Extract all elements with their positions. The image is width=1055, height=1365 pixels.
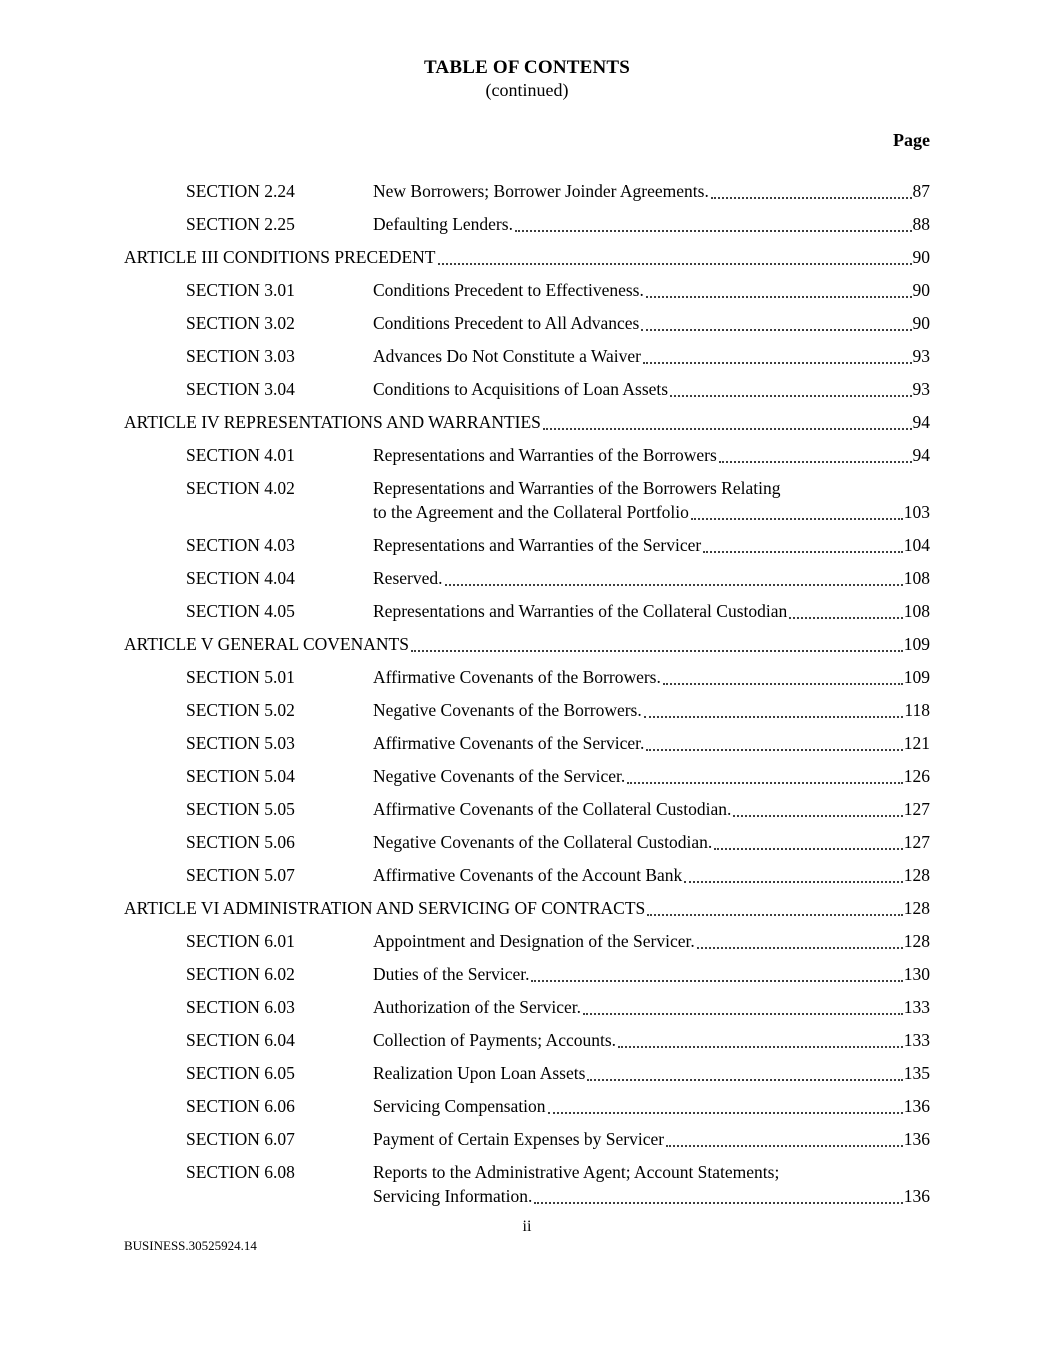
entry-title: Representations and Warranties of the Borrowers Relating — [373, 478, 781, 498]
entry-title: ARTICLE V GENERAL COVENANTS — [124, 634, 409, 654]
section-label: SECTION 3.03 — [186, 346, 295, 366]
page-number: 88 — [912, 214, 930, 234]
toc-section-entry — [124, 566, 930, 590]
dot-leader — [646, 278, 912, 298]
page-number: 135 — [903, 1063, 930, 1083]
document-header — [124, 56, 930, 101]
entry-title: Duties of the Servicer. — [373, 964, 530, 984]
entry-body — [373, 377, 930, 401]
entry-title: ARTICLE III CONDITIONS PRECEDENT — [124, 247, 436, 267]
entry-title: Collection of Payments; Accounts. — [373, 1030, 617, 1050]
dot-leader — [703, 533, 903, 553]
entry-body — [373, 764, 930, 788]
entry-title: Realization Upon Loan Assets — [373, 1063, 586, 1083]
dot-leader — [531, 962, 902, 982]
entry-body — [373, 929, 930, 953]
entry-body — [373, 212, 930, 236]
entry-title: Appointment and Designation of the Servicer. — [373, 931, 695, 951]
entry-body — [373, 665, 930, 689]
entry-title: Conditions Precedent to Effectiveness. — [373, 280, 644, 300]
entry-title: Affirmative Covenants of the Account Bank — [373, 865, 683, 885]
toc-section-entry — [124, 731, 930, 755]
toc-section-entry — [124, 929, 930, 953]
dot-leader — [789, 599, 902, 619]
entry-body — [373, 179, 930, 203]
section-label: SECTION 2.25 — [186, 214, 295, 234]
dot-leader — [534, 1184, 902, 1204]
section-label: SECTION 3.01 — [186, 280, 295, 300]
toc-section-entry — [124, 1160, 930, 1208]
entry-body — [373, 698, 930, 722]
entry-body — [373, 278, 930, 302]
section-label: SECTION 4.02 — [186, 478, 295, 498]
entry-title: ARTICLE VI ADMINISTRATION AND SERVICING OF CONTRACTS — [124, 898, 646, 918]
section-label: SECTION 6.01 — [186, 931, 295, 951]
entry-title-line2: to the Agreement and the Collateral Portfolio — [373, 502, 689, 522]
entry-title-line2: Servicing Information. — [373, 1186, 533, 1206]
entry-body — [373, 599, 930, 623]
page-number: 128 — [903, 898, 930, 918]
entry-title: Affirmative Covenants of the Servicer. — [373, 733, 645, 753]
dot-leader — [663, 665, 903, 685]
page-number: 136 — [903, 1129, 930, 1149]
section-label: SECTION 6.07 — [186, 1129, 295, 1149]
toc-section-entry — [124, 443, 930, 467]
page-subtitle: (continued) — [485, 80, 569, 100]
toc-section-entry — [124, 665, 930, 689]
dot-leader — [643, 344, 911, 364]
entry-title: Negative Covenants of the Borrowers. — [373, 700, 642, 720]
page-number: 108 — [903, 568, 930, 588]
entry-title: Representations and Warranties of the Borrowers — [373, 445, 717, 465]
page-number: 136 — [903, 1186, 930, 1206]
entry-body — [373, 995, 930, 1019]
page-number: 108 — [903, 601, 930, 621]
dot-leader — [646, 731, 902, 751]
dot-leader — [647, 896, 902, 916]
section-label: SECTION 6.02 — [186, 964, 295, 984]
page-number: 118 — [904, 700, 930, 720]
page-number: 104 — [903, 535, 930, 555]
dot-leader — [697, 929, 903, 949]
entry-body — [373, 443, 930, 467]
section-label: SECTION 5.06 — [186, 832, 295, 852]
page-number: 127 — [903, 799, 930, 819]
entry-title: Affirmative Covenants of the Collateral Custodian. — [373, 799, 732, 819]
page-number: 128 — [903, 931, 930, 951]
entry-body — [373, 476, 930, 524]
dot-leader — [691, 500, 903, 520]
page-number: 121 — [903, 733, 930, 753]
entry-body — [373, 533, 930, 557]
toc-section-entry — [124, 278, 930, 302]
entry-body — [124, 896, 930, 920]
entry-title: Payment of Certain Expenses by Servicer — [373, 1129, 665, 1149]
dot-leader — [714, 830, 903, 850]
dot-leader — [548, 1094, 903, 1114]
page-number: 133 — [903, 1030, 930, 1050]
page-number: 90 — [912, 313, 930, 333]
dot-leader — [618, 1028, 903, 1048]
entry-title: Representations and Warranties of the Servicer — [373, 535, 702, 555]
entry-body — [373, 797, 930, 821]
entry-title: New Borrowers; Borrower Joinder Agreements. — [373, 181, 709, 201]
section-label: SECTION 6.08 — [186, 1162, 295, 1182]
toc-section-entry — [124, 533, 930, 557]
section-label: SECTION 5.01 — [186, 667, 295, 687]
toc-section-entry — [124, 863, 930, 887]
page-number: 103 — [903, 502, 930, 522]
dot-leader — [438, 245, 912, 265]
page-number: 87 — [912, 181, 930, 201]
dot-leader — [644, 698, 904, 718]
entry-title: Conditions to Acquisitions of Loan Assets — [373, 379, 669, 399]
entry-body — [373, 1061, 930, 1085]
section-label: SECTION 4.05 — [186, 601, 295, 621]
entry-title: Servicing Compensation — [373, 1096, 546, 1116]
toc-section-entry — [124, 377, 930, 401]
toc-section-entry — [124, 476, 930, 524]
toc-section-entry — [124, 1028, 930, 1052]
page-number: 94 — [912, 412, 930, 432]
entry-body — [373, 830, 930, 854]
dot-leader — [684, 863, 902, 883]
dot-leader — [711, 179, 912, 199]
dot-leader — [587, 1061, 902, 1081]
entry-title: Negative Covenants of the Collateral Custodian. — [373, 832, 713, 852]
page-number: 109 — [903, 634, 930, 654]
toc-section-entry — [124, 797, 930, 821]
section-label: SECTION 5.04 — [186, 766, 295, 786]
page-number: 133 — [903, 997, 930, 1017]
dot-leader — [733, 797, 902, 817]
entry-body — [373, 731, 930, 755]
page-number: 127 — [903, 832, 930, 852]
entry-body — [373, 1094, 930, 1118]
entry-body — [373, 566, 930, 590]
entry-title: Negative Covenants of the Servicer. — [373, 766, 626, 786]
dot-leader — [719, 443, 912, 463]
toc-article-entry — [124, 896, 930, 920]
section-label: SECTION 3.02 — [186, 313, 295, 333]
toc-article-entry — [124, 632, 930, 656]
footer-page-number: ii — [522, 1218, 532, 1235]
section-label: SECTION 4.04 — [186, 568, 295, 588]
page-number: 94 — [912, 445, 930, 465]
dot-leader — [543, 410, 912, 430]
page-number: 128 — [903, 865, 930, 885]
toc-section-entry — [124, 212, 930, 236]
entry-body — [373, 962, 930, 986]
entry-body — [124, 632, 930, 656]
page-number: 93 — [912, 379, 930, 399]
entry-title: Reserved. — [373, 568, 443, 588]
section-label: SECTION 6.04 — [186, 1030, 295, 1050]
toc-section-entry — [124, 1094, 930, 1118]
section-label: SECTION 5.02 — [186, 700, 295, 720]
entry-title: ARTICLE IV REPRESENTATIONS AND WARRANTIES — [124, 412, 541, 432]
entry-body — [373, 311, 930, 335]
toc-entries — [124, 179, 930, 1208]
page-number: 136 — [903, 1096, 930, 1116]
page-number: 90 — [912, 280, 930, 300]
dot-leader — [641, 311, 911, 331]
document-reference: BUSINESS.30525924.14 — [124, 1238, 257, 1253]
entry-body — [373, 1127, 930, 1151]
entry-title: Authorization of the Servicer. — [373, 997, 581, 1017]
toc-section-entry — [124, 599, 930, 623]
toc-article-entry — [124, 245, 930, 269]
entry-title: Representations and Warranties of the Collateral Custodian — [373, 601, 788, 621]
toc-section-entry — [124, 1127, 930, 1151]
dot-leader — [670, 377, 911, 397]
section-label: SECTION 3.04 — [186, 379, 295, 399]
dot-leader — [515, 212, 912, 232]
section-label: SECTION 4.03 — [186, 535, 295, 555]
dot-leader — [411, 632, 903, 652]
entry-body — [124, 245, 930, 269]
toc-section-entry — [124, 764, 930, 788]
toc-section-entry — [124, 962, 930, 986]
section-label: SECTION 6.06 — [186, 1096, 295, 1116]
toc-section-entry — [124, 179, 930, 203]
dot-leader — [666, 1127, 903, 1147]
toc-section-entry — [124, 995, 930, 1019]
toc-article-entry — [124, 410, 930, 434]
entry-title: Conditions Precedent to All Advances — [373, 313, 640, 333]
page-column-label: Page — [893, 130, 930, 150]
section-label: SECTION 6.03 — [186, 997, 295, 1017]
entry-title: Affirmative Covenants of the Borrowers. — [373, 667, 661, 687]
toc-section-entry — [124, 830, 930, 854]
entry-title-continuation — [373, 1184, 930, 1208]
entry-body — [124, 410, 930, 434]
toc-section-entry — [124, 1061, 930, 1085]
section-label: SECTION 5.07 — [186, 865, 295, 885]
page-number: 126 — [903, 766, 930, 786]
page-number: 90 — [912, 247, 930, 267]
dot-leader — [445, 566, 903, 586]
section-label: SECTION 4.01 — [186, 445, 295, 465]
entry-title-continuation — [373, 500, 930, 524]
page-number: 130 — [903, 964, 930, 984]
page-title: TABLE OF CONTENTS — [423, 57, 631, 78]
entry-title: Defaulting Lenders. — [373, 214, 513, 234]
dot-leader — [627, 764, 903, 784]
toc-section-entry — [124, 311, 930, 335]
entry-body — [373, 1160, 930, 1208]
entry-title: Reports to the Administrative Agent; Account Statements; — [373, 1162, 780, 1182]
section-label: SECTION 5.03 — [186, 733, 295, 753]
page-number: 93 — [912, 346, 930, 366]
entry-body — [373, 344, 930, 368]
toc-section-entry — [124, 698, 930, 722]
entry-body — [373, 863, 930, 887]
dot-leader — [583, 995, 903, 1015]
section-label: SECTION 6.05 — [186, 1063, 295, 1083]
entry-title: Advances Do Not Constitute a Waiver — [373, 346, 642, 366]
page-number: 109 — [903, 667, 930, 687]
section-label: SECTION 5.05 — [186, 799, 295, 819]
section-label: SECTION 2.24 — [186, 181, 295, 201]
toc-section-entry — [124, 344, 930, 368]
entry-body — [373, 1028, 930, 1052]
